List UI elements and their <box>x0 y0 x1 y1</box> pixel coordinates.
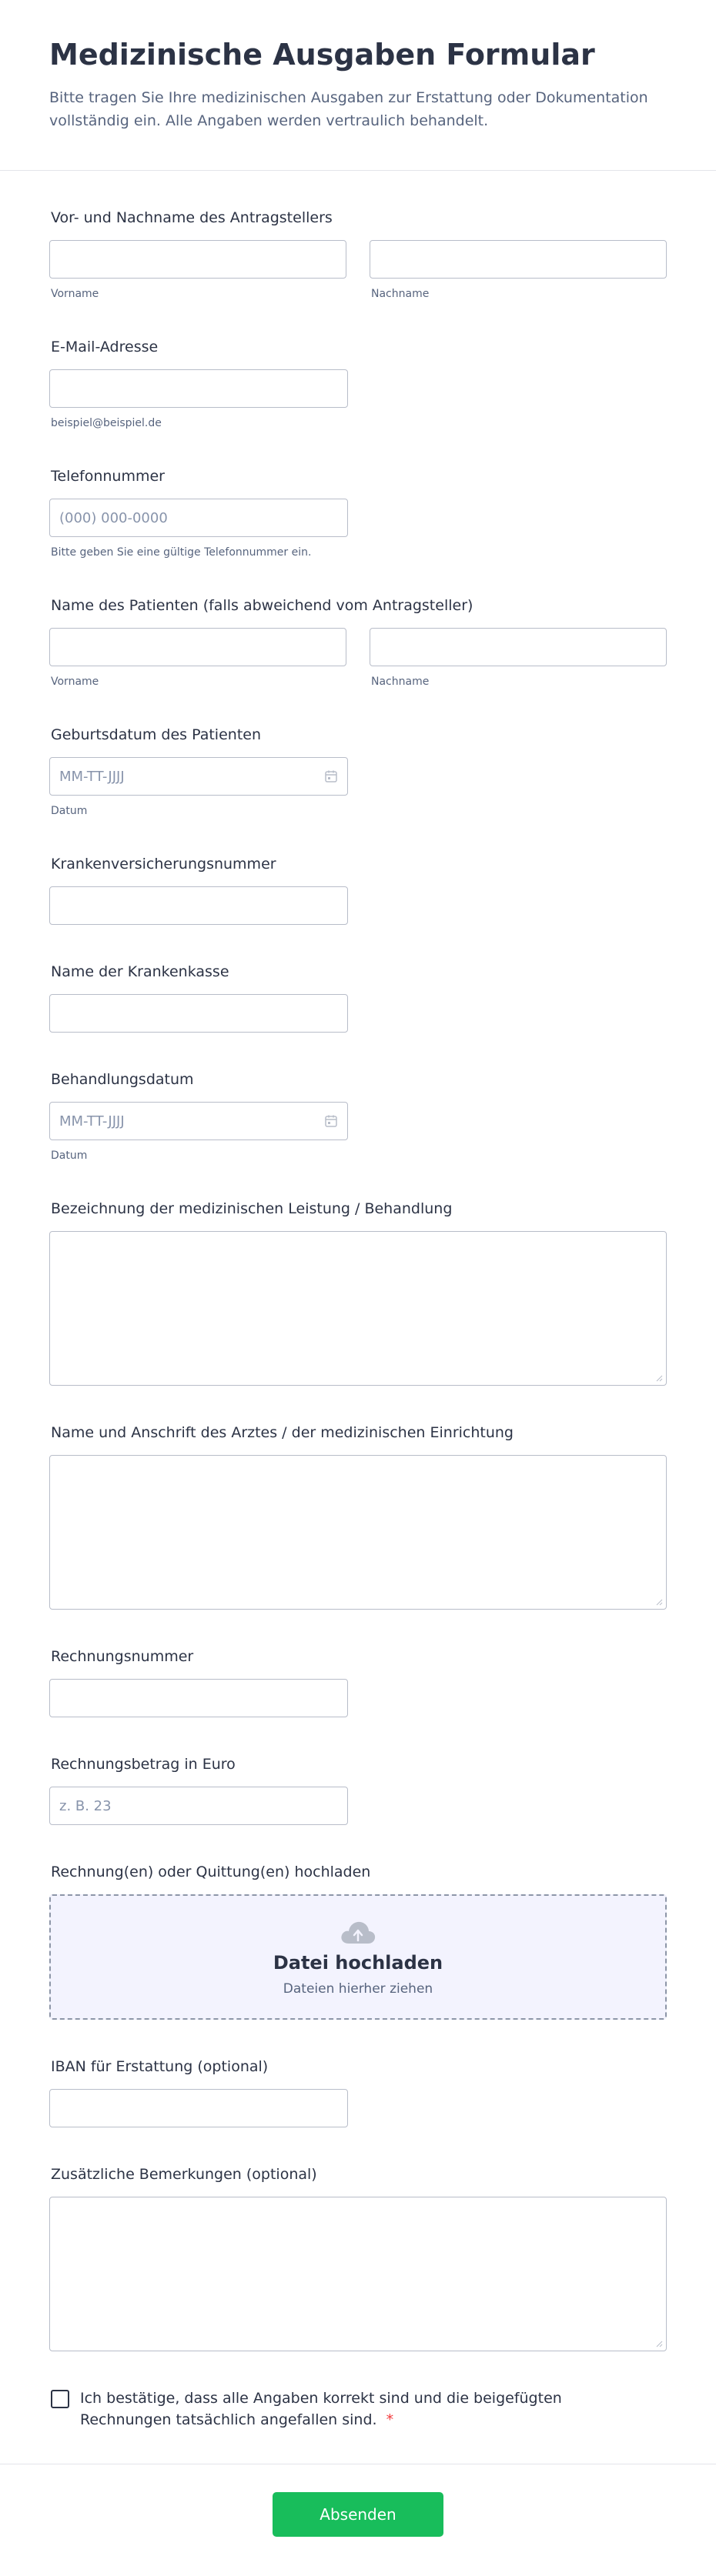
treatment-date-placeholder: MM-TT-JJJJ <box>59 1113 125 1130</box>
iban-field <box>49 2058 667 2127</box>
invoice-amount-label: Rechnungsbetrag in Euro <box>51 1756 236 1774</box>
patient-name-label: Name des Patienten (falls abweichend vom Antragsteller) <box>51 597 473 615</box>
expense-form <box>0 171 716 2431</box>
insurance-number-label: Krankenversicherungsnummer <box>51 856 276 873</box>
service-description-field <box>49 1200 667 1386</box>
invoice-number-label: Rechnungsnummer <box>51 1648 194 1666</box>
cloud-upload-icon <box>339 1918 377 1946</box>
applicant-first-name-sublabel: Vorname <box>51 288 99 301</box>
treatment-date-label: Behandlungsdatum <box>51 1071 194 1089</box>
patient-first-name-sublabel: Vorname <box>51 676 99 689</box>
applicant-name-field <box>49 209 667 300</box>
iban-label: IBAN für Erstattung (optional) <box>51 2058 269 2076</box>
treatment-date-sublabel: Datum <box>51 1150 88 1163</box>
consent-text: Ich bestätige, dass alle Angaben korrekt sind und die beigefügten Rechnungen tatsächlich angefallen sind. <box>80 2390 562 2429</box>
treatment-date-field <box>49 1071 667 1162</box>
form-header <box>0 0 716 171</box>
phone-sublabel: Bitte geben Sie eine gültige Telefonnummer ein. <box>51 546 312 559</box>
remarks-textarea[interactable] <box>49 2197 667 2351</box>
email-field <box>49 339 667 429</box>
email-sublabel: beispiel@beispiel.de <box>51 417 162 430</box>
email-input[interactable] <box>49 369 348 408</box>
upload-field <box>49 1864 667 2020</box>
insurer-name-input[interactable] <box>49 994 348 1033</box>
service-description-label: Bezeichnung der medizinischen Leistung / Behandlung <box>51 1200 453 1218</box>
doctor-address-label: Name und Anschrift des Arztes / der medizinischen Einrichtung <box>51 1424 514 1442</box>
upload-label: Rechnung(en) oder Quittung(en) hochladen <box>51 1864 371 1881</box>
remarks-field <box>49 2166 667 2351</box>
invoice-amount-input[interactable] <box>49 1787 348 1825</box>
phone-placeholder: (000) 000-0000 <box>59 509 168 526</box>
invoice-amount-field <box>49 1756 667 1825</box>
calendar-icon[interactable] <box>324 1114 338 1128</box>
insurance-number-field <box>49 856 667 925</box>
applicant-name-label: Vor- und Nachname des Antragstellers <box>51 209 333 227</box>
file-upload-dropzone[interactable] <box>49 1894 667 2020</box>
patient-dob-input[interactable] <box>49 757 348 796</box>
resize-handle-icon[interactable] <box>655 1374 663 1382</box>
insurer-name-label: Name der Krankenkasse <box>51 963 229 981</box>
service-description-textarea[interactable] <box>49 1231 667 1386</box>
phone-input[interactable] <box>49 499 348 537</box>
upload-hint: Dateien hierher ziehen <box>283 1980 433 1997</box>
patient-last-name-sublabel: Nachname <box>371 676 430 689</box>
required-mark: * <box>386 2411 394 2429</box>
consent-checkbox[interactable] <box>51 2390 69 2408</box>
patient-name-field <box>49 597 667 688</box>
invoice-number-field <box>49 1648 667 1717</box>
page-title: Medizinische Ausgaben Formular <box>49 38 595 72</box>
insurer-name-field <box>49 963 667 1033</box>
applicant-first-name-input[interactable] <box>49 240 346 279</box>
patient-dob-field <box>49 726 667 817</box>
applicant-last-name-input[interactable] <box>370 240 667 279</box>
email-label: E-Mail-Adresse <box>51 339 159 356</box>
patient-dob-placeholder: MM-TT-JJJJ <box>59 768 125 785</box>
upload-title: Datei hochladen <box>273 1951 443 1974</box>
submit-button[interactable]: Absenden <box>273 2492 443 2537</box>
resize-handle-icon[interactable] <box>655 2340 663 2347</box>
form-footer <box>0 2464 716 2537</box>
patient-first-name-input[interactable] <box>49 628 346 666</box>
resize-handle-icon[interactable] <box>655 1598 663 1606</box>
remarks-label: Zusätzliche Bemerkungen (optional) <box>51 2166 317 2184</box>
consent-field <box>49 2390 667 2431</box>
invoice-amount-placeholder: z. B. 23 <box>59 1797 112 1814</box>
invoice-number-input[interactable] <box>49 1679 348 1717</box>
applicant-last-name-sublabel: Nachname <box>371 288 430 301</box>
iban-input[interactable] <box>49 2089 348 2127</box>
calendar-icon[interactable] <box>324 769 338 783</box>
insurance-number-input[interactable] <box>49 886 348 925</box>
treatment-date-input[interactable] <box>49 1102 348 1140</box>
patient-last-name-input[interactable] <box>370 628 667 666</box>
patient-dob-sublabel: Datum <box>51 805 88 818</box>
phone-field <box>49 468 667 559</box>
consent-label <box>80 2388 588 2431</box>
phone-label: Telefonnummer <box>51 468 165 486</box>
doctor-address-textarea[interactable] <box>49 1455 667 1610</box>
page-subtitle: Bitte tragen Sie Ihre medizinischen Ausgaben zur Erstattung oder Dokumentation vollständig ein. Alle Angaben werden vertraulich behandelt. <box>49 88 648 130</box>
doctor-address-field <box>49 1424 667 1610</box>
patient-dob-label: Geburtsdatum des Patienten <box>51 726 261 744</box>
